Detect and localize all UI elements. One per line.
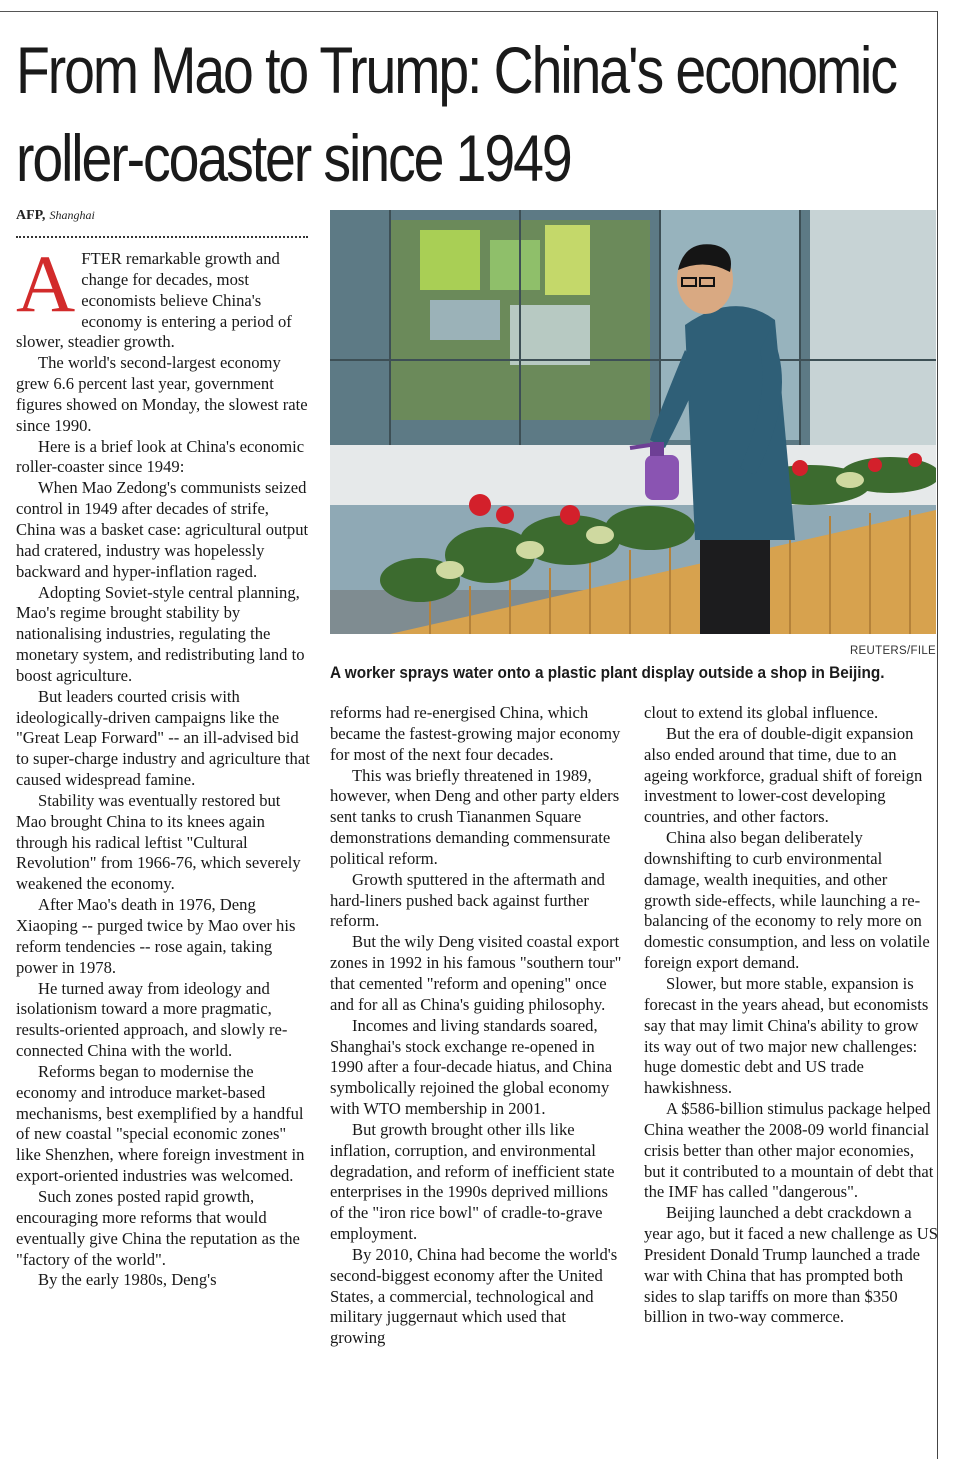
byline-place: Shanghai [49, 208, 95, 222]
paragraph: Stability was eventually restored but Mao brought China to its knees again through his radical leftist "Cultural Revolution" from 1966-76, which severely weakened the economy. [16, 790, 301, 894]
paragraph: Adopting Soviet-style central planning, Mao's regime brought stability by nationalising industries, regulating the monetary system, and redistributing land to boost agriculture. [16, 582, 305, 685]
paragraph: By the early 1980s, Deng's [38, 1270, 217, 1290]
headline-line-1: From Mao to Trump: China's economic [16, 33, 896, 107]
paragraph: Beijing launched a debt crackdown a year ago, but it faced a new challenge as US President Donald Trump launched a trade war with China that has prompted both sides to slap tariffs on more than $350 billion in two-way commerce. [644, 1203, 938, 1327]
article-column-1 [16, 238, 312, 1291]
paragraph: Such zones posted rapid growth, encouraging more reforms that would eventually give China the reputation as the "factory of the world". [16, 1186, 300, 1269]
paragraph: reforms had re-energised China, which became the fastest-growing major economy for most of the next four decades. [330, 703, 621, 764]
paragraph: He turned away from ideology and isolationism toward a more pragmatic, results-oriented approach, and slowly re-connected China with the world. [16, 978, 288, 1061]
paragraph: clout to extend its global influence. [644, 703, 879, 722]
top-rule [0, 11, 938, 12]
paragraph: The world's second-largest economy grew 6.6 percent last year, government figures showed on Monday, the slowest rate since 1990. [16, 353, 308, 435]
headline-line-2: roller-coaster since 1949 [16, 121, 571, 195]
paragraph: But the wily Deng visited coastal export zones in 1992 in his famous "southern tour" that cemented "reform and opening" once and for all as China's guiding philosophy. [330, 932, 622, 1014]
paragraph [16, 238, 312, 353]
paragraph: Incomes and living standards soared, Shanghai's stock exchange re-opened in 1990 after a four-decade hiatus, and China symbolically rejoined the global economy with WTO membership in 2001. [330, 1015, 613, 1119]
paragraph-text: FTER remarkable growth and change for decades, most economists believe China's economy is entering a period of slower, steadier growth. [16, 249, 292, 352]
paragraph: A $586-billion stimulus package helped China weather the 2008-09 world financial crisis better than other major economies, but it contributed to a mountain of debt that the IMF has called "dangerous". [644, 1099, 934, 1202]
byline-agency: AFP, [16, 208, 46, 223]
paragraph: China also began deliberately downshifting to curb environmental damage, wealth inequities, and other growth side-effects, while launching a re-balancing of the economy to rely more on domestic consumption, and less on volatile foreign export demand. [644, 828, 930, 973]
paragraph: Growth sputtered in the aftermath and hard-liners pushed back against further reform. [330, 869, 605, 931]
paragraph: After Mao's death in 1976, Deng Xiaoping -- purged twice by Mao over his reform tendencies -- rose again, taking power in 1978. [16, 895, 296, 977]
headline [16, 26, 896, 202]
paragraph: Reforms began to modernise the economy and introduce market-based mechanisms, best exemplified by a handful of new coastal "special economic zones" like Shenzhen, where foreign investment in export-oriented industries was welcomed. [16, 1061, 305, 1186]
paragraph: But the era of double-digit expansion also ended around that time, due to an ageing workforce, gradual shift of foreign investment to lower-cost developing countries, and other factors. [644, 723, 923, 827]
news-photo [330, 210, 936, 634]
article-column-2 [330, 703, 622, 1349]
paragraph: But growth brought other ills like inflation, corruption, and environmental degradation, and reform of inefficient state enterprises in the 1990s deprived millions of the "iron rice bowl" of cradle-to-grave employment. [330, 1119, 615, 1244]
byline [16, 207, 95, 224]
paragraph: Here is a brief look at China's economic roller-coaster since 1949: [16, 436, 305, 477]
photo-credit: REUTERS/FILE [849, 645, 936, 657]
paragraph: When Mao Zedong's communists seized control in 1949 after decades of strife, China was a basket case: agricultural output had cratered, industry was hopelessly backward and hyper-inflation raged. [16, 478, 309, 581]
paragraph: Slower, but more stable, expansion is forecast in the years ahead, but economists say that may limit China's ability to grow its way out of two major new challenges: huge domestic debt and US trade hawkishness. [644, 973, 929, 1098]
photo-caption: A worker sprays water onto a plastic plant display outside a shop in Beijing. [330, 664, 885, 682]
photo-worker-watering-plants-icon [330, 210, 936, 634]
article-column-3 [644, 703, 938, 1328]
paragraph: But leaders courted crisis with ideologically-driven campaigns like the "Great Leap Forward" -- an ill-advised bid to super-charge industry and agriculture that caused widespread famine. [16, 686, 310, 790]
paragraph: This was briefly threatened in 1989, however, when Deng and other party elders sent tanks to crush Tiananmen Square demonstrations demanding commensurate political reform. [330, 765, 620, 868]
paragraph: By 2010, China had become the world's second-biggest economy after the United States, a commercial, technological and military juggernaut which used that growing [330, 1244, 618, 1348]
drop-cap: A [16, 238, 76, 329]
